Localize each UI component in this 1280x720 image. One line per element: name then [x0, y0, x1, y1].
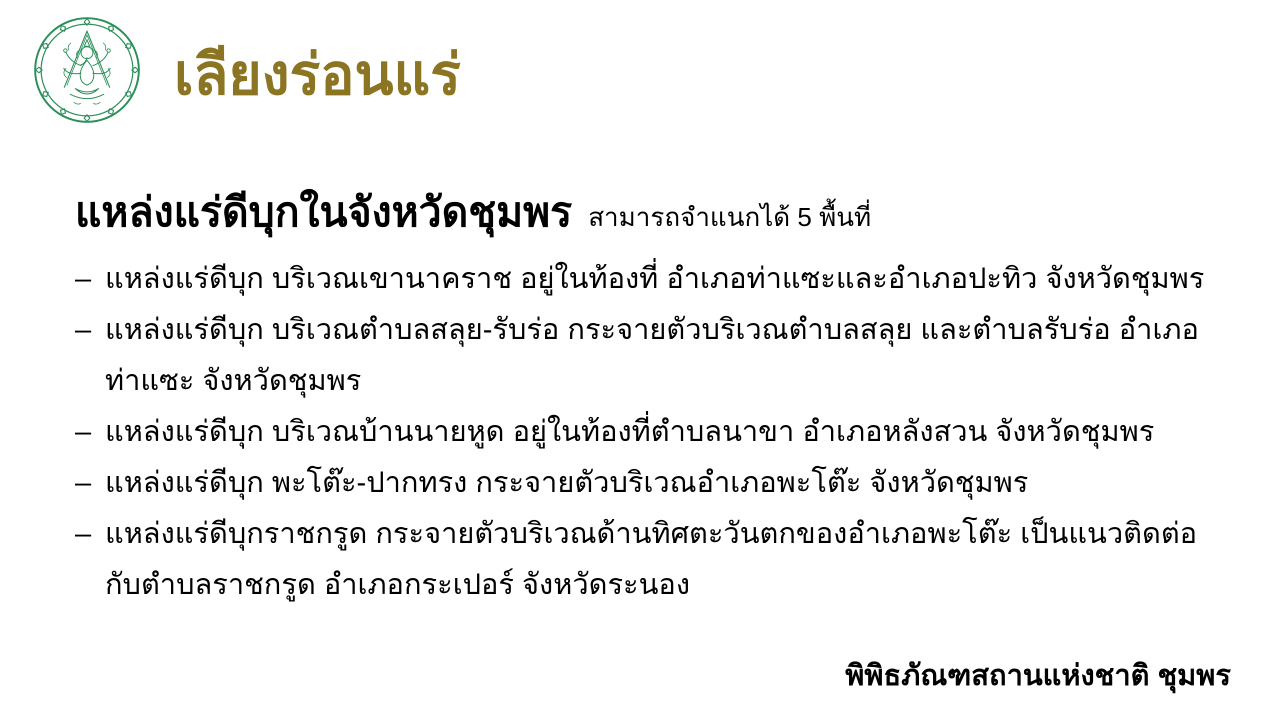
bullet-text: แหล่งแร่ดีบุก บริเวณบ้านนายหูด อยู่ในท้องที่ตำบลนาขา อำเภอหลังสวน จังหวัดชุมพร [105, 416, 1155, 448]
bullet-dash: – [75, 467, 92, 499]
list-item [75, 458, 1227, 509]
bullet-list [75, 254, 1227, 611]
bullet-text: แหล่งแร่ดีบุก พะโต๊ะ-ปากทรง กระจายตัวบริเวณอำเภอพะโต๊ะ จังหวัดชุมพร [105, 467, 1029, 499]
section-heading-line [75, 188, 1227, 238]
bullet-text: แหล่งแร่ดีบุกราชกรูด กระจายตัวบริเวณด้านทิศตะวันตกของอำเภอพะโต๊ะ เป็นแนวติดต่อกับตำบลราชกรูด อำเภอกระเปอร์ จังหวัดระนอง [105, 518, 1198, 601]
bullet-text: แหล่งแร่ดีบุก บริเวณเขานาคราช อยู่ในท้องที่ อำเภอท่าแซะและอำเภอปะทิว จังหวัดชุมพร [105, 263, 1205, 295]
slide-body [75, 188, 1227, 611]
ganesha-seal-logo [33, 16, 141, 124]
museum-credit: พิพิธภัณฑสถานแห่งชาติ ชุมพร [845, 660, 1231, 692]
bullet-dash: – [75, 263, 92, 295]
ganesha-seal-icon [33, 16, 141, 124]
bullet-dash: – [75, 314, 92, 346]
list-item [75, 407, 1227, 458]
bullet-dash: – [75, 416, 92, 448]
slide-title: เลียงร่อนแร่ [174, 43, 461, 107]
list-item [75, 305, 1227, 407]
list-item [75, 254, 1227, 305]
list-item [75, 509, 1227, 611]
bullet-text: แหล่งแร่ดีบุก บริเวณตำบลสลุย-รับร่อ กระจายตัวบริเวณตำบลสลุย และตำบลรับร่อ อำเภอท่าแซะ จังหวัดชุมพร [105, 314, 1199, 397]
section-heading: แหล่งแร่ดีบุกในจังหวัดชุมพร [75, 189, 573, 235]
bullet-dash: – [75, 518, 92, 550]
section-heading-suffix: สามารถจำแนกได้ 5 พื้นที่ [588, 202, 872, 232]
